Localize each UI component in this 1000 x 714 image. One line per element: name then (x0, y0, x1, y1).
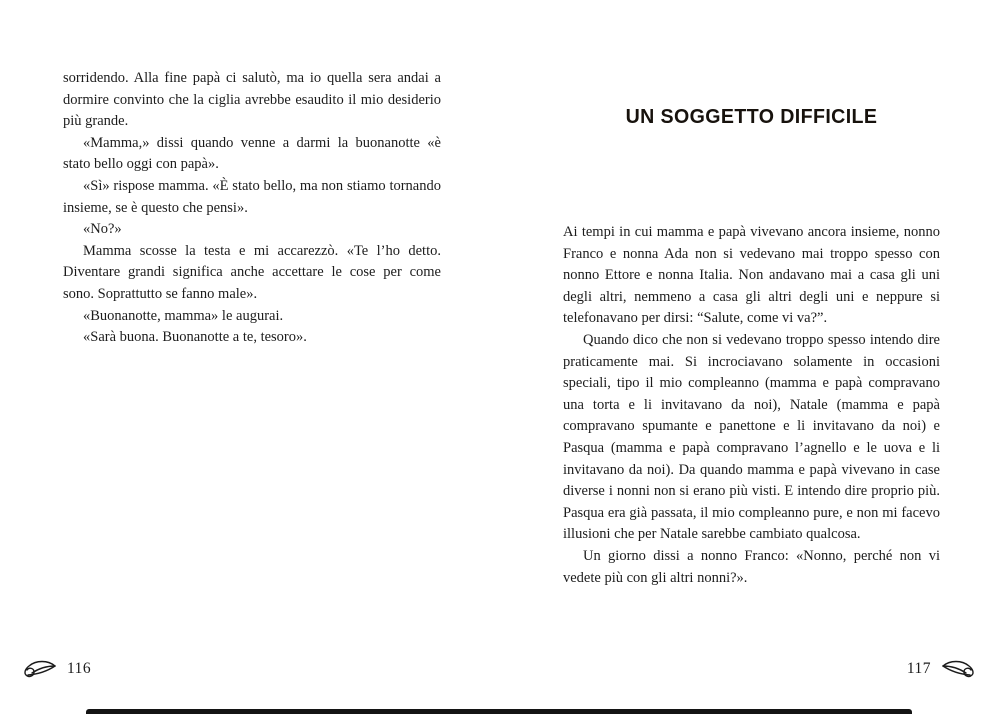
paragraph: «No?» (83, 221, 122, 238)
paragraph: Quando dico che non si vedevano troppo spesso intendo dire praticamente mai. Si incrociavano solamente in occasioni speciali, tipo il mio compleanno (mamma e papà compravano una torta e li invitavano da noi), Natale (mamma e papà compravano spumante e panettone e li invitavano da noi) e Pasqua (mamma e papà compravano l’agnello e le uova e li invitavano da noi). Da quando mamma e papà vivevano in case diverse i nonni non si erano più visti. E intendo dire proprio più. Pasqua era già passata, il mio compleanno pure, e non mi facevo illusioni che per Natale sarebbe cambiato qualcosa. (563, 331, 940, 543)
right-page-text (563, 222, 940, 589)
page-number: 117 (906, 660, 931, 677)
leaf-scribble-icon (22, 658, 58, 680)
right-page-footer (907, 658, 976, 680)
paragraph: «Sì» rispose mamma. «È stato bello, ma non stiamo tornando insieme, se è questo che pensi». (63, 177, 441, 216)
paragraph: «Mamma,» dissi quando venne a darmi la buonanotte «è stato bello oggi con papà». (63, 134, 441, 173)
paragraph: Un giorno dissi a nonno Franco: «Nonno, perché non vi vedete più con gli altri nonni?». (563, 547, 940, 586)
chapter-title: UN SOGGETTO DIFFICILE (625, 106, 878, 128)
left-page-footer (22, 658, 91, 680)
page-number: 116 (67, 660, 92, 677)
left-page-text (63, 68, 441, 349)
book-bottom-edge (86, 709, 912, 714)
paragraph: «Buonanotte, mamma» le augurai. (83, 307, 284, 324)
paragraph: Ai tempi in cui mamma e papà vivevano ancora insieme, nonno Franco e nonna Ada non si vedevano mai troppo spesso con nonno Ettore e nonna Italia. Non andavano mai a casa gli uni degli altri, nemmeno a casa gli altri degli uni e neppure si telefonavano per dirsi: “Salute, come vi va?”. (563, 224, 940, 327)
paragraph: sorridendo. Alla fine papà ci salutò, ma io quella sera andai a dormire convinto che la ciglia avrebbe esaudito il mio desiderio più grande. (63, 70, 441, 130)
paragraph: Mamma scosse la testa e mi accarezzò. «Te l’ho detto. Diventare grandi significa anche accettare le cose per come sono. Soprattutto se fanno male». (63, 242, 441, 302)
paragraph: «Sarà buona. Buonanotte a te, tesoro». (83, 329, 307, 346)
leaf-scribble-icon (940, 658, 976, 680)
